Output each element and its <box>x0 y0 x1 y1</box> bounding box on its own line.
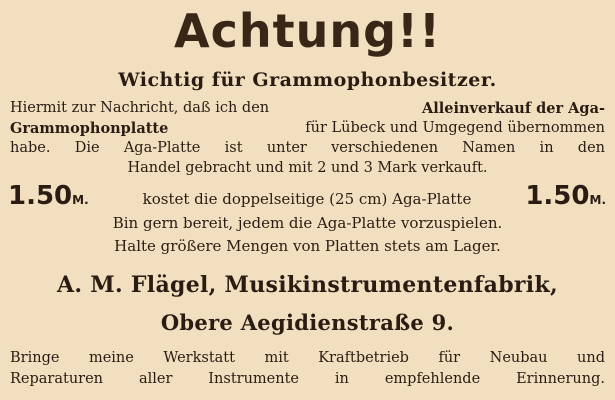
paragraph-text: für Lübeck und Umgegend übernommen <box>305 120 605 136</box>
paragraph-line-1 <box>10 100 605 117</box>
paragraph-line-2 <box>10 120 605 137</box>
price-unit: M. <box>72 193 89 207</box>
price-right <box>525 181 606 211</box>
paragraph-line-3: habe. Die Aga-Platte ist unter verschiedenen Namen in den <box>10 140 605 156</box>
paragraph-emphasis: Alleinverkauf der Aga- <box>422 100 605 117</box>
price-value: 1.50 <box>525 181 590 211</box>
subheadline: Wichtig für Grammophonbesitzer. <box>118 69 497 91</box>
paragraph-line-4: Handel gebracht und mit 2 und 3 Mark verkauft. <box>127 160 488 176</box>
paragraph-emphasis: Grammophonplatte <box>10 120 169 137</box>
closing-line-1: Bringe meine Werkstatt mit Kraftbetrieb für Neubau und <box>10 350 605 366</box>
price-value: 1.50 <box>8 181 73 211</box>
price-left <box>8 181 89 211</box>
company-address: Obere Aegidienstraße 9. <box>160 310 455 335</box>
headline: Achtung!! <box>174 4 441 58</box>
offer-line-1: Bin gern bereit, jedem die Aga-Platte vorzuspielen. <box>112 214 503 232</box>
company-name: A. M. Flägel, Musikinstrumentenfabrik, <box>57 272 558 298</box>
price-description: kostet die doppelseitige (25 cm) Aga-Platte <box>142 190 472 208</box>
closing-line-2: Reparaturen aller Instrumente in empfehlende Erinnerung. <box>10 371 605 387</box>
offer-line-2: Halte größere Mengen von Platten stets am Lager. <box>114 237 501 255</box>
price-unit: M. <box>589 193 606 207</box>
paragraph-text: Hiermit zur Nachricht, daß ich den <box>10 100 270 116</box>
price-line <box>8 181 606 211</box>
